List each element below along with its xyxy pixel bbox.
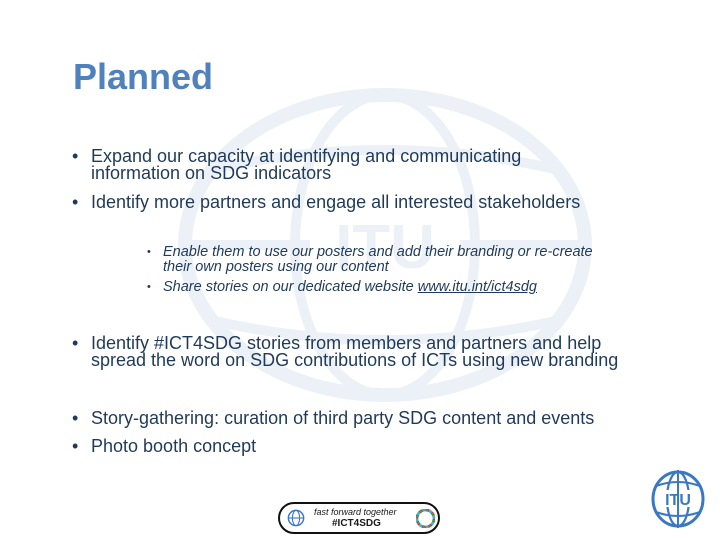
badge-hashtag: #ICT4SDG bbox=[332, 518, 381, 529]
itu-logo-icon bbox=[650, 468, 706, 530]
sub-bullet-item bbox=[147, 245, 663, 275]
bullet-item bbox=[72, 438, 691, 455]
sdg-wheel-icon bbox=[416, 509, 435, 528]
bullet-text: information on SDG indicators bbox=[91, 163, 332, 183]
bullet-icon: • bbox=[72, 333, 79, 353]
bullet-text: Identify more partners and engage all interested stakeholders bbox=[91, 192, 581, 212]
bullet-icon: • bbox=[72, 146, 79, 166]
itu-globe-icon bbox=[287, 509, 305, 527]
bullet-text: Expand our capacity at identifying and communicating bbox=[91, 146, 522, 166]
bullet-icon: • bbox=[147, 281, 151, 293]
bullet-item bbox=[72, 148, 691, 182]
sub-bullet-text: their own posters using our content bbox=[163, 259, 389, 275]
sub-bullet-text: Enable them to use our posters and add their branding or re-create bbox=[163, 244, 593, 260]
bullet-icon: • bbox=[72, 408, 79, 428]
bullet-icon: • bbox=[72, 436, 79, 456]
bullet-item bbox=[72, 335, 691, 369]
svg-text:ITU: ITU bbox=[335, 213, 435, 282]
sub-bullet-item bbox=[147, 280, 663, 295]
bullet-icon: • bbox=[147, 246, 151, 258]
ict4sdg-badge bbox=[278, 502, 440, 534]
bullet-item bbox=[72, 194, 691, 211]
bullet-text: Photo booth concept bbox=[91, 436, 257, 456]
bullet-icon: • bbox=[72, 192, 79, 212]
bullet-item bbox=[72, 410, 691, 427]
bullet-text: spread the word on SDG contributions of ICTs using new branding bbox=[91, 350, 619, 370]
badge-tagline: fast forward together bbox=[314, 507, 397, 517]
bullet-text: Story-gathering: curation of third party SDG content and events bbox=[91, 408, 595, 428]
sub-bullet-text: Share stories on our dedicated website bbox=[163, 279, 418, 295]
slide-title: Planned bbox=[73, 56, 214, 97]
website-link[interactable]: www.itu.int/ict4sdg bbox=[417, 279, 537, 295]
bullet-text: Identify #ICT4SDG stories from members and partners and help bbox=[91, 333, 602, 353]
itu-logo-text: ITU bbox=[665, 492, 691, 509]
